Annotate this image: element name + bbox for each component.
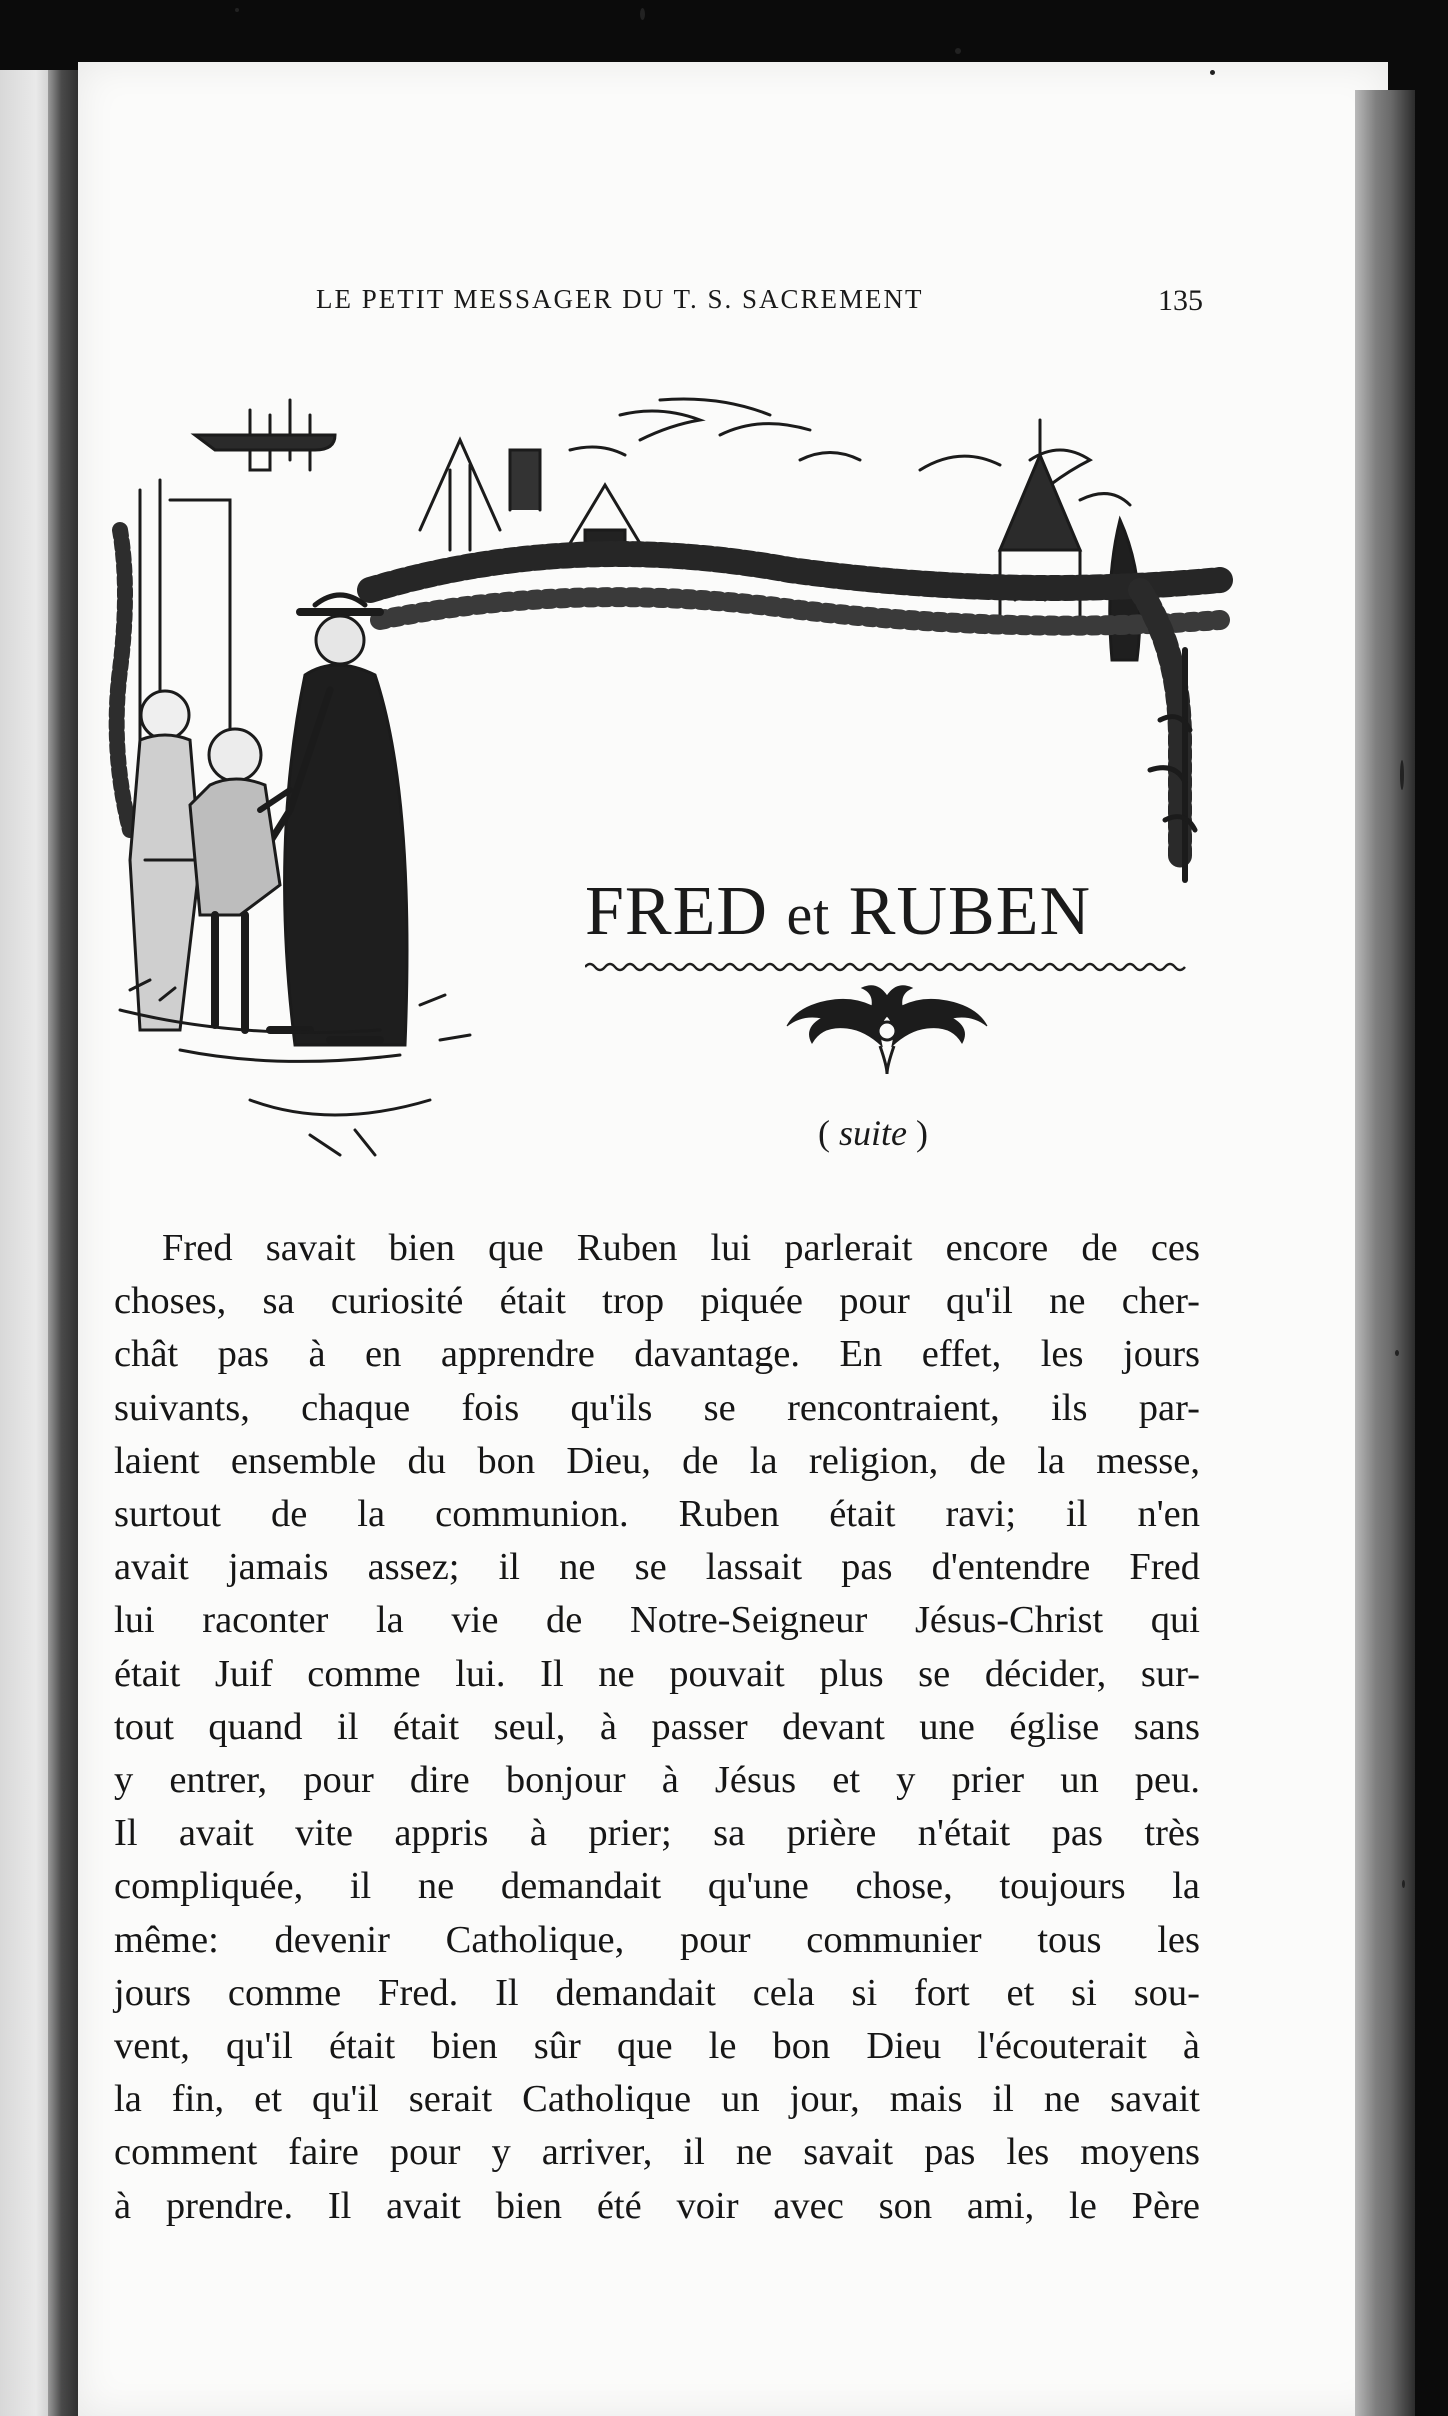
title-ornament	[782, 976, 992, 1074]
vignette-illustration	[100, 390, 1240, 1170]
body-line: chât pas à en apprendre davantage. En effet, les jours	[114, 1333, 1200, 1376]
title-part-ruben: RUBEN	[848, 873, 1092, 950]
body-line: surtout de la communion. Ruben était ravi; il n'en	[114, 1493, 1200, 1536]
body-line: y entrer, pour dire bonjour à Jésus et y prier un peu.	[114, 1759, 1200, 1802]
page-stack-edge	[1355, 90, 1415, 2416]
body-line: choses, sa curiosité était trop piquée pour qu'il ne cher-	[114, 1280, 1200, 1323]
body-line: suivants, chaque fois qu'ils se rencontraient, ils par-	[114, 1386, 1200, 1429]
title-part-et: et	[786, 882, 831, 947]
body-line: lui raconter la vie de Notre-Seigneur Jésus-Christ qui	[114, 1599, 1200, 1642]
article-title	[585, 872, 1091, 952]
page-number: 135	[1158, 284, 1203, 317]
body-line: la fin, et qu'il serait Catholique un jour, mais il ne savait	[114, 2078, 1200, 2121]
subtitle-text: suite	[839, 1113, 907, 1153]
body-line: à prendre. Il avait bien été voir avec son ami, le Père	[114, 2184, 1200, 2227]
body-line: vent, qu'il était bien sûr que le bon Dieu l'écouterait à	[114, 2025, 1200, 2068]
body-line: compliquée, il ne demandait qu'une chose, toujours la	[114, 1865, 1200, 1908]
body-line: jours comme Fred. Il demandait cela si fort et si sou-	[114, 1971, 1200, 2014]
body-line: même: devenir Catholique, pour communier tous les	[114, 1918, 1200, 1961]
title-part-fred: FRED	[585, 873, 768, 950]
body-line: comment faire pour y arriver, il ne savait pas les moyens	[114, 2131, 1200, 2174]
body-line: laient ensemble du bon Dieu, de la religion, de la messe,	[114, 1439, 1200, 1482]
running-head: LE PETIT MESSAGER DU T. S. SACREMENT	[316, 284, 924, 314]
article-body	[114, 1222, 1200, 2233]
body-line: tout quand il était seul, à passer devant une église sans	[114, 1705, 1200, 1748]
body-line: était Juif comme lui. Il ne pouvait plus se décider, sur-	[114, 1652, 1200, 1695]
body-line: Il avait vite appris à prier; sa prière n'était pas très	[114, 1812, 1200, 1855]
subtitle: ( suite )	[818, 1113, 928, 1153]
binding-shadow	[48, 70, 82, 2416]
body-line: Fred savait bien que Ruben lui parlerait encore de ces	[162, 1227, 1200, 1269]
body-line: avait jamais assez; il ne se lassait pas d'entendre Fred	[114, 1546, 1200, 1589]
wavy-rule	[585, 960, 1205, 974]
